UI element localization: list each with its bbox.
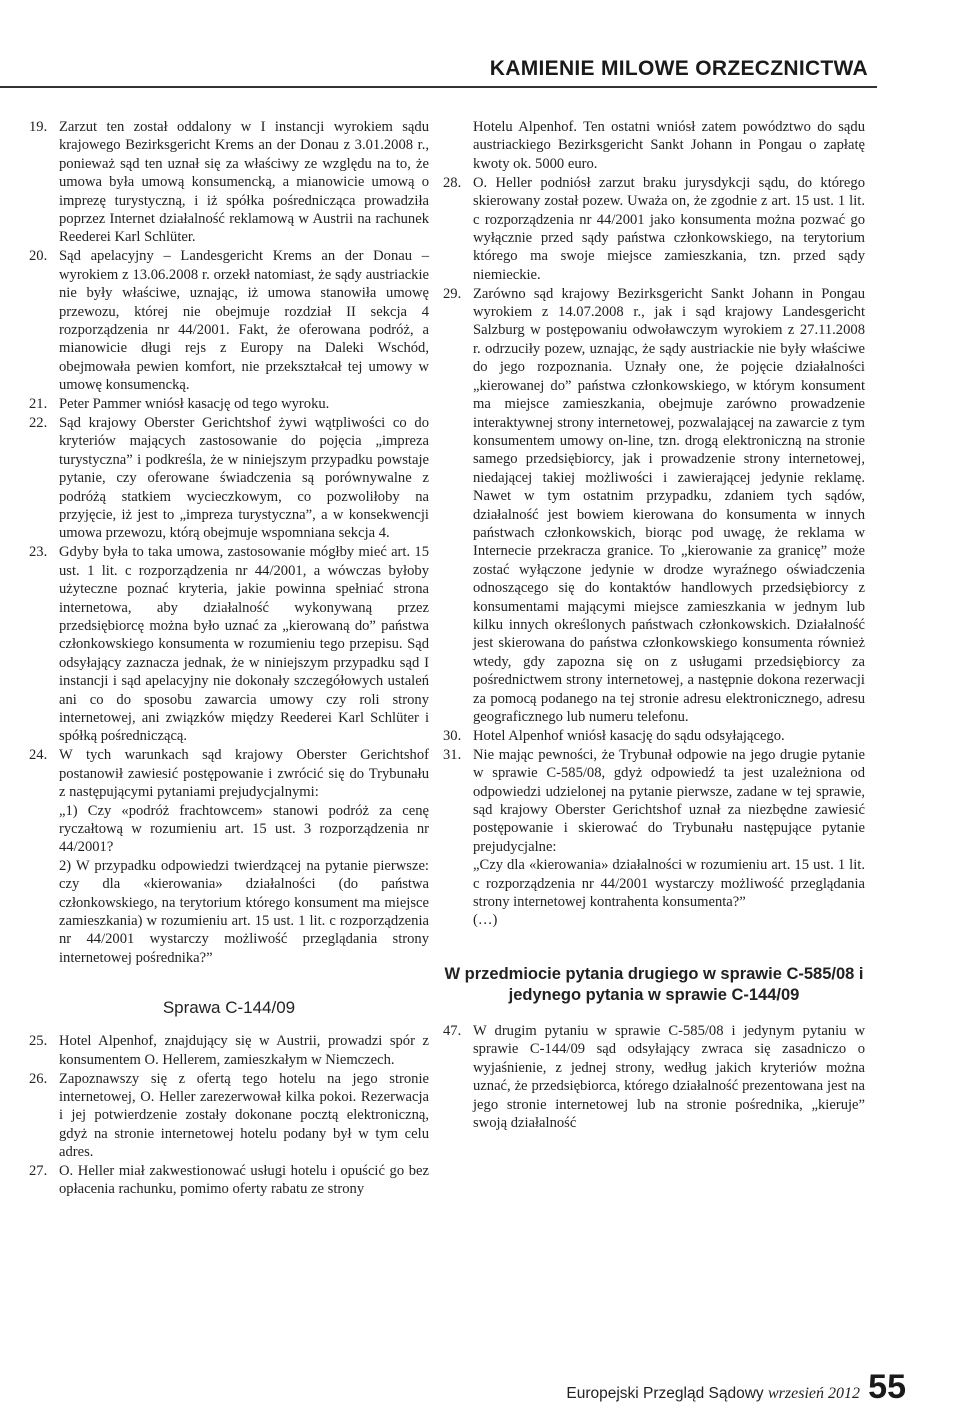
- paragraph-number: 24.: [29, 747, 48, 764]
- header-divider: [0, 86, 877, 88]
- paragraph-text: Hotelu Alpenhof. Ten ostatni wniósł zatem powództwo do sądu austriackiego Bezirksgericht Sankt Johann in Pongau o zapłatę kwoty ok. 5000 euro.: [473, 119, 865, 172]
- paragraph-number: 22.: [29, 415, 48, 431]
- paragraph-number: 19.: [29, 119, 48, 135]
- paragraph-text: O. Heller miał zakwestionować usługi hotelu i opuścić go bez opłacenia rachunku, pomimo oferty rabatu ze strony: [59, 1163, 429, 1198]
- question-2: 2) W przypadku odpowiedzi twierdzącej na pytanie pierwsze: czy dla «kierowania» działalności (do państwa członkowskiego, na terytorium którego konsument ma miejsce zamieszkania) w rozumieniu art. 15 ust. 1 lit. c rozporządzenia nr 44/2001 wystarczy możliwość przeglądania strony internetowej pośrednika?”: [59, 857, 429, 966]
- paragraph-number: 27.: [29, 1163, 48, 1180]
- paragraph-21: [29, 395, 429, 413]
- paragraph-text: Hotel Alpenhof wniósł kasację do sądu odsyłającego.: [473, 727, 785, 744]
- paragraph-text: Hotel Alpenhof, znajdujący się w Austrii, prowadzi spór z konsumentem O. Hellerem, zamieszkałym w Niemczech.: [59, 1033, 429, 1068]
- paragraph-text: O. Heller podniósł zarzut braku jurysdykcji sądu, do którego skierowany został pozew. Uważa on, że zgodnie z art. 15 ust. 1 lit. c rozporządzenia nr 44/2001 jako konsumenta można pozwać go wyłącznie przed sądy państwa członkowskiego, na terytorium którego ma swoje miejsce zamieszkania, tzn. przed sądy niemieckie.: [473, 174, 865, 283]
- paragraph-number: 28.: [443, 174, 462, 191]
- paragraph-text: Nie mając pewności, że Trybunał odpowie na jego drugie pytanie w sprawie C-585/08, gdyż odpowiedź ta jest uzależniona od odpowiedzi udzielonej na pytanie pierwsze, zadane w tej sprawie, sąd krajowy Oberster Gerichtshof uznał za niezbędne zawiesić postępowanie i skierować do Trybunału następujące pytanie prejudycjalne:: [473, 746, 865, 855]
- paragraph-text: Sąd krajowy Oberster Gerichtshof żywi wątpliwości co do kryteriów mających zastosowanie do pojęcia „impreza turystyczna” i podkreśla, że w niniejszym przypadku powstaje pytanie, czy oferowane świadczenia są porównywalne z podróżą statkiem wycieczkowym, co pozwoliłoby na przyjęcie, iż jest to „impreza turystyczna”, a w konsekwencji umowa przewozu, którą obejmuje wspomniana sekcja 4.: [59, 415, 429, 542]
- paragraph-number: 21.: [29, 396, 48, 413]
- paragraph-text: W drugim pytaniu w sprawie C-585/08 i jedynym pytaniu w sprawie C-144/09 sąd odsyłający zwraca się zasadniczo o wyjaśnienie, z jednej strony, według jakich kryteriów można uznać, że przedsiębiorca, którego działalność prezentowana jest na jego stronie internetowej lub na stronie pośrednika, „kieruje” swoją działalność: [473, 1022, 865, 1131]
- paragraph-text: Zarzut ten został oddalony w I instancji wyrokiem sądu krajowego Bezirksgericht Krems an der Donau z 3.01.2008 r., ponieważ sąd ten uznał się za właściwy ze względu na to, że umowa była umową konsumencką, a mianowicie umową o imprezę turystyczną, i iż spółka pośrednicząca prowadziła poprzez Internet działalność reklamową w Austrii na rachunek Reederei Karl Schlüter.: [59, 119, 429, 246]
- paragraph-19: [29, 118, 429, 247]
- paragraph-25: [29, 1032, 429, 1069]
- paragraph-23: [29, 543, 429, 745]
- paragraph-number: 20.: [29, 248, 48, 265]
- paragraph-20: [29, 247, 429, 394]
- ellipsis: (…): [473, 912, 498, 929]
- paragraph-text: Zarówno sąd krajowy Bezirksgericht Sankt Johann in Pongau wyrokiem z 14.07.2008 r., jak i sąd krajowy Landesgericht Salzburg w postępowaniu odwoławczym wyrokiem z 27.11.2008 r. odrzuciły pozew, uznając, że sądy austriackie nie były właściwe do jego rozpoznania. Uznały one, że pojęcie działalności „kierowanej do” państwa członkowskiego, w którym konsument ma miejsce zamieszkania, obejmuje zarówno prowadzenie interaktywnej strony internetowej, pozwalającej na zawarcie z tym konsumentem umowy on-line, tzn. drogą elektroniczną na stronie samego przedsiębiorcy, jak i prowadzenie strony internetowej, niedającej takiej możliwości i zawierającej jedynie reklamę. Nawet w tym ostatnim przypadku, zdaniem tych sądów, działalność jest bowiem kierowana do konsumenta w innych państwach członkowskich, biorąc pod uwagę, że reklama w Internecie przekracza granice. To „kierowanie za granicę” może zostać wyłączone jedynie w drodze wyraźnego oświadczenia odnoszącego się do kontaktów handlowych przedsiębiorcy z konsumentami mającymi miejsce zamieszkania w jednym lub kilku innych określonych państwach członkowskich. Działalność jest skierowana do państwa członkowskiego konsumenta również wtedy, gdy zapozna się on z usługami przedsiębiorcy za pośrednictwem strony internetowej, a następnie dokona rezerwacji za pomocą podanego na tej stronie adresu elektronicznego, adresu geograficznego lub numeru telefonu.: [473, 285, 865, 725]
- paragraph-number: 31.: [443, 746, 462, 763]
- page-number: 55: [868, 1368, 906, 1406]
- page-header: [0, 0, 960, 92]
- journal-name: Europejski Przegląd Sądowy: [566, 1385, 764, 1402]
- left-column: [29, 118, 429, 1199]
- paragraph-number: 25.: [29, 1033, 48, 1050]
- paragraph-number: 29.: [443, 285, 462, 302]
- paragraph-24: [29, 746, 429, 967]
- paragraph-text: Peter Pammer wniósł kasację od tego wyroku.: [59, 396, 330, 413]
- paragraph-text: Sąd apelacyjny – Landesgericht Krems an der Donau – wyrokiem z 13.06.2008 r. orzekł natomiast, że sądy austriackie nie były właściwe, uznając, iż umowa stanowiła umowę przewozu, której nie obejmuje rozdział II sekcja 4 rozporządzenia nr 44/2001. Fakt, że oferowana podróż, a mianowicie długi rejs z Europy na Daleki Wschód, obejmowała pewien komfort, nie przekształcał tej umowy w umowę konsumencką.: [59, 248, 429, 394]
- section-title: KAMIENIE MILOWE ORZECZNICTWA: [489, 57, 868, 80]
- paragraph-text: Zapoznawszy się z ofertą tego hotelu na jego stronie internetowej, O. Heller zarezerwował kilka pokoi. Rezerwacja i jej potwierdzenie zostały dokonane pocztą elektroniczną, gdyż na stronie internetowej hotelu podany był w tym celu adres.: [59, 1070, 429, 1161]
- paragraph-47: [443, 1022, 865, 1132]
- question: „Czy dla «kierowania» działalności w rozumieniu art. 15 ust. 1 lit. c rozporządzenia nr 44/2001 wystarczy możliwość przeglądania strony internetowej kontrahenta konsumenta?”: [473, 857, 865, 911]
- paragraph-text: Gdyby była to taka umowa, zastosowanie mógłby mieć art. 15 ust. 1 lit. c rozporządzenia nr 44/2001, a wówczas byłoby użyteczne poznać kryteria, jakie powinna spełniać strona internetowa, aby działalność wykonywaną przez przedsiębiorcę można było uznać za „kierowaną do” państwa członkowskiego konsumenta w rozumieniu tego przepisu. Sąd odsyłający zaznacza jednak, że w niniejszym przypadku sąd I instancji i sąd apelacyjny nie dokonały szczegółowych ustaleń ani co do sposobu zawarcia umowy czy roli strony internetowej, ani związków między Reederei Karl Schlüter i spółką pośredniczącą.: [59, 544, 429, 745]
- section-heading: W przedmiocie pytania drugiego w sprawie C-585/08 i jedynego pytania w sprawie C-144/09: [444, 964, 864, 1004]
- paragraph-number: 47.: [443, 1022, 462, 1039]
- paragraph-number: 26.: [29, 1070, 48, 1087]
- paragraph-31: [443, 746, 865, 930]
- paragraph-27-continued: [443, 118, 865, 173]
- paragraph-26: [29, 1070, 429, 1162]
- paragraph-30: [443, 727, 865, 745]
- paragraph-22: [29, 414, 429, 543]
- issue-date: wrzesień 2012: [768, 1385, 860, 1402]
- paragraph-number: 30.: [443, 727, 462, 744]
- question-1: „1) Czy «podróż frachtowcem» stanowi podróż za cenę ryczałtową w rozumieniu art. 15 ust. 3 rozporządzenia nr 44/2001?: [59, 802, 429, 856]
- paragraph-27: [29, 1162, 429, 1199]
- page-footer: [566, 1385, 860, 1403]
- paragraph-29: [443, 285, 865, 727]
- case-heading: Sprawa C-144/09: [162, 998, 296, 1018]
- paragraph-number: 23.: [29, 544, 48, 561]
- right-column: [443, 118, 865, 1133]
- paragraph-text: W tych warunkach sąd krajowy Oberster Gerichtshof postanowił zawiesić postępowanie i zwrócić się do Trybunału z następującymi pytaniami prejudycjalnymi:: [59, 747, 429, 801]
- paragraph-28: [443, 174, 865, 284]
